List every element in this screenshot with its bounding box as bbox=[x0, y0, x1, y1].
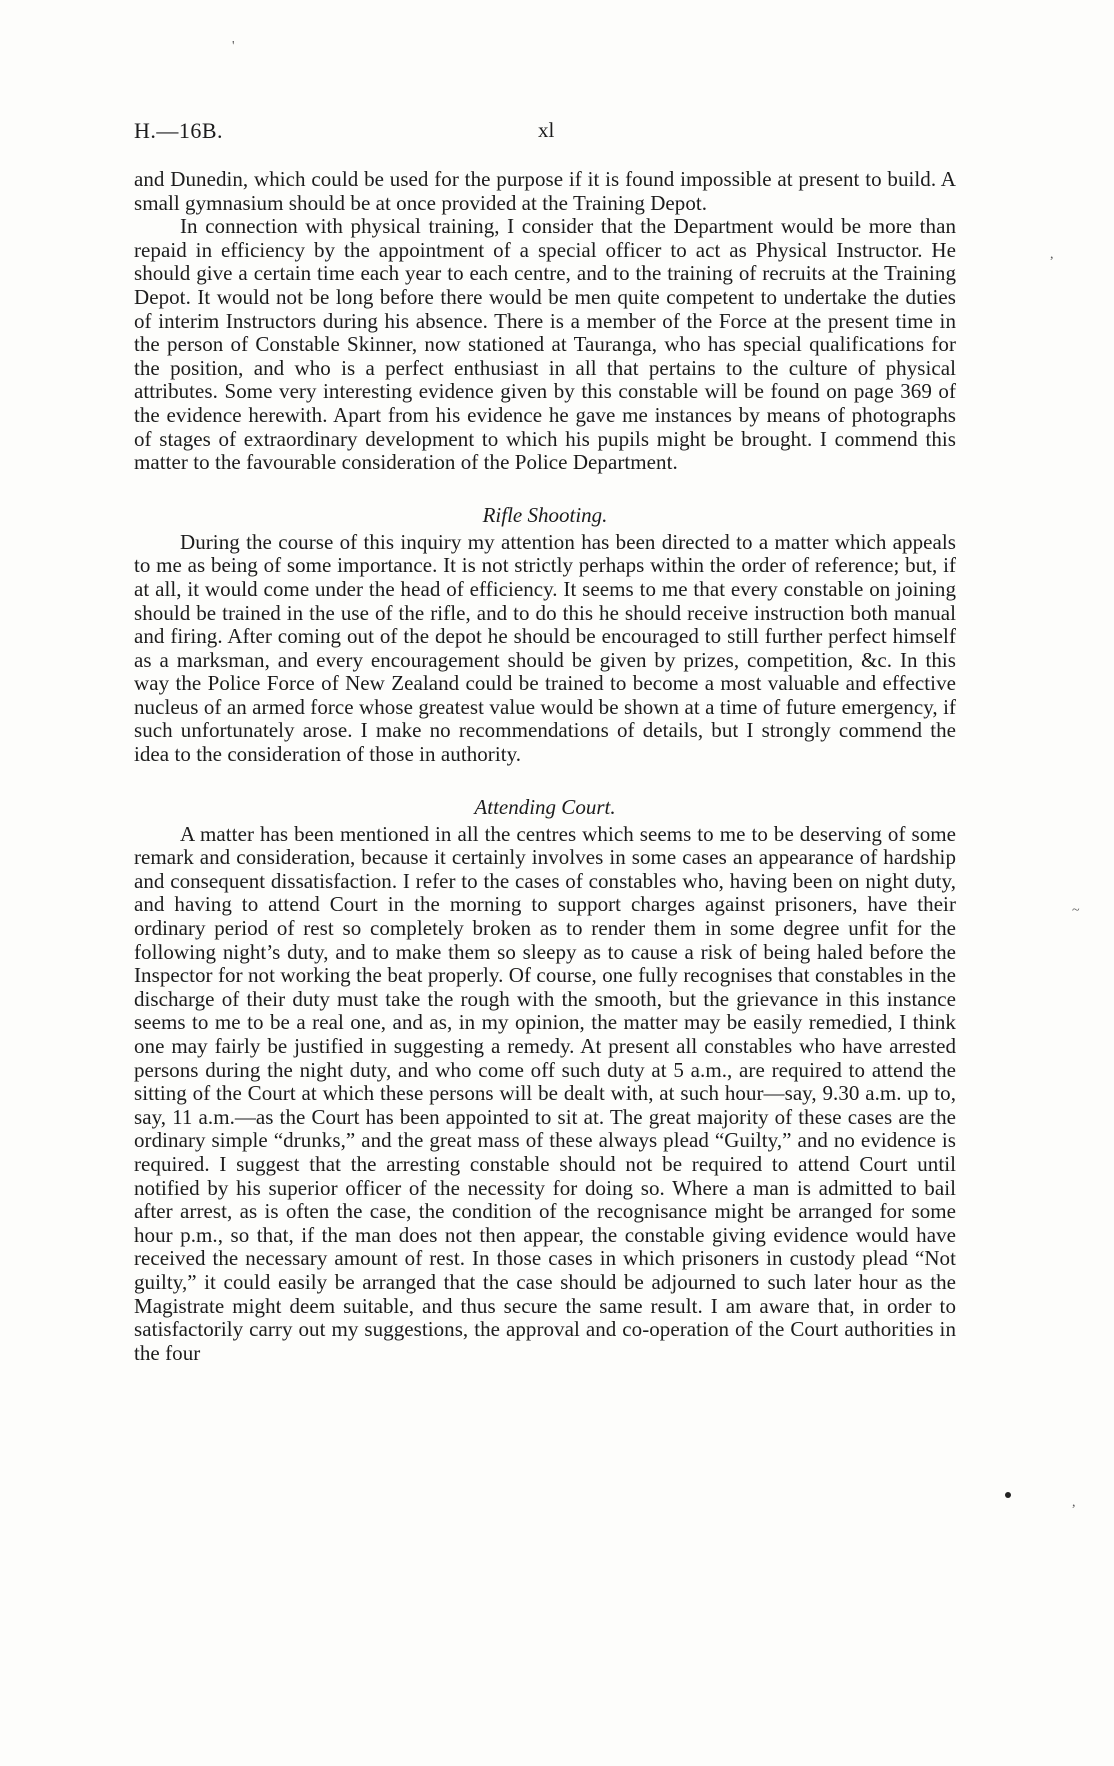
page-header bbox=[134, 118, 954, 148]
paragraph-rifle-shooting: During the course of this inquiry my attention has been directed to a matter which appeals to me as being of some importance. It is not strictly perhaps within the order of reference; but, if at all, it would come under the head of efficiency. It seems to me that every constable on joining should be trained in the use of the rifle, and to do this he should receive instruction both manual and firing. After coming out of the depot he should be encouraged to still further perfect himself as a marksman, and every encouragement should be given by prizes, competition, &c. In this way the Police Force of New Zealand could be trained to become a most valuable and effective nucleus of an armed force whose greatest value would be shown at a time of future emergency, if such unfortunately arose. I make no recommendations of details, but I strongly commend the idea to the consideration of those in authority. bbox=[134, 529, 956, 767]
scan-speck: ' bbox=[232, 39, 235, 54]
scan-speck: , bbox=[1072, 1495, 1076, 1510]
paragraph-attending-court: A matter has been mentioned in all the centres which seems to me to be deserving of some remark and consideration, because it certainly involves in some cases an appearance of hardship and consequent dissatisfaction. I refer to the cases of constables who, having been on night duty, and having to attend Court in the morning to support charges against prisoners, have their ordinary period of rest so completely broken as to render them in some degree unfit for the following night’s duty, and to make them so sleepy as to cause a risk of being haled before the Inspector for not working the beat properly. Of course, one fully recognises that constables in the discharge of their duty must take the rough with the smooth, but the grievance in this instance seems to me to be a real one, and as, in my opinion, the matter may be easily remedied, I think one may fairly be justified in suggesting a remedy. At present all constables who have arrested persons during the night duty, and who come off such duty at 5 a.m., are required to attend the sitting of the Court at which these persons will be dealt with, at such hour—say, 9.30 a.m. up to, say, 11 a.m.—as the Court has been appointed to sit at. The great majority of these cases are the ordinary simple “drunks,” and the great mass of these always plead “Guilty,” and no evidence is required. I suggest that the arresting constable should not be required to attend Court until notified by his superior officer of the necessity for doing so. Where a man is admitted to bail after arrest, as is often the case, the condition of the recognisance might be arranged for some hour p.m., so that, if the man does not then appear, the constable giving evidence would have received the necessary amount of rest. In those cases in which prisoners in custody plead “Not guilty,” it could easily be arranged that the case should be adjourned to such later hour as the Magistrate might deem suitable, and thus secure the same result. I am aware that, in order to satisfactorily carry out my suggestions, the approval and co-operation of the Court authorities in the four bbox=[134, 821, 956, 1365]
body-text bbox=[134, 168, 956, 1365]
paragraph-physical-training: In connection with physical training, I consider that the Department would be more than repaid in efficiency by the appointment of a special officer to act as Physical Instructor. He should give a certain time each year to each centre, and to the training of recruits at the Training Depot. It would not be long before there would be men quite competent to undertake the duties of interim Instructors during his absence. There is a member of the Force at the present time in the person of Constable Skinner, now stationed at Tauranga, who has special qualifications for the position, and who is a perfect enthusiast in all that pertains to the culture of physical attributes. Some very interesting evidence given by this constable will be found on page 369 of the evidence herewith. Apart from his evidence he gave me instances by means of photographs of stages of extraordinary development to which his pupils might be brought. I commend this matter to the favourable consideration of the Police Department. bbox=[134, 214, 956, 475]
section-heading-rifle-shooting: Rifle Shooting. bbox=[482, 502, 608, 527]
scan-dot bbox=[1005, 1492, 1011, 1498]
section-heading-attending-court: Attending Court. bbox=[474, 794, 616, 819]
paragraph-continued: and Dunedin, which could be used for the purpose if it is found impossible at present to build. A small gymnasium should be at once provided at the Training Depot. bbox=[134, 167, 956, 215]
scan-speck: , bbox=[1050, 247, 1054, 262]
page-number: xl bbox=[538, 118, 555, 142]
scan-speck: ~ bbox=[1072, 903, 1080, 918]
document-reference: H.—16B. bbox=[134, 118, 224, 143]
